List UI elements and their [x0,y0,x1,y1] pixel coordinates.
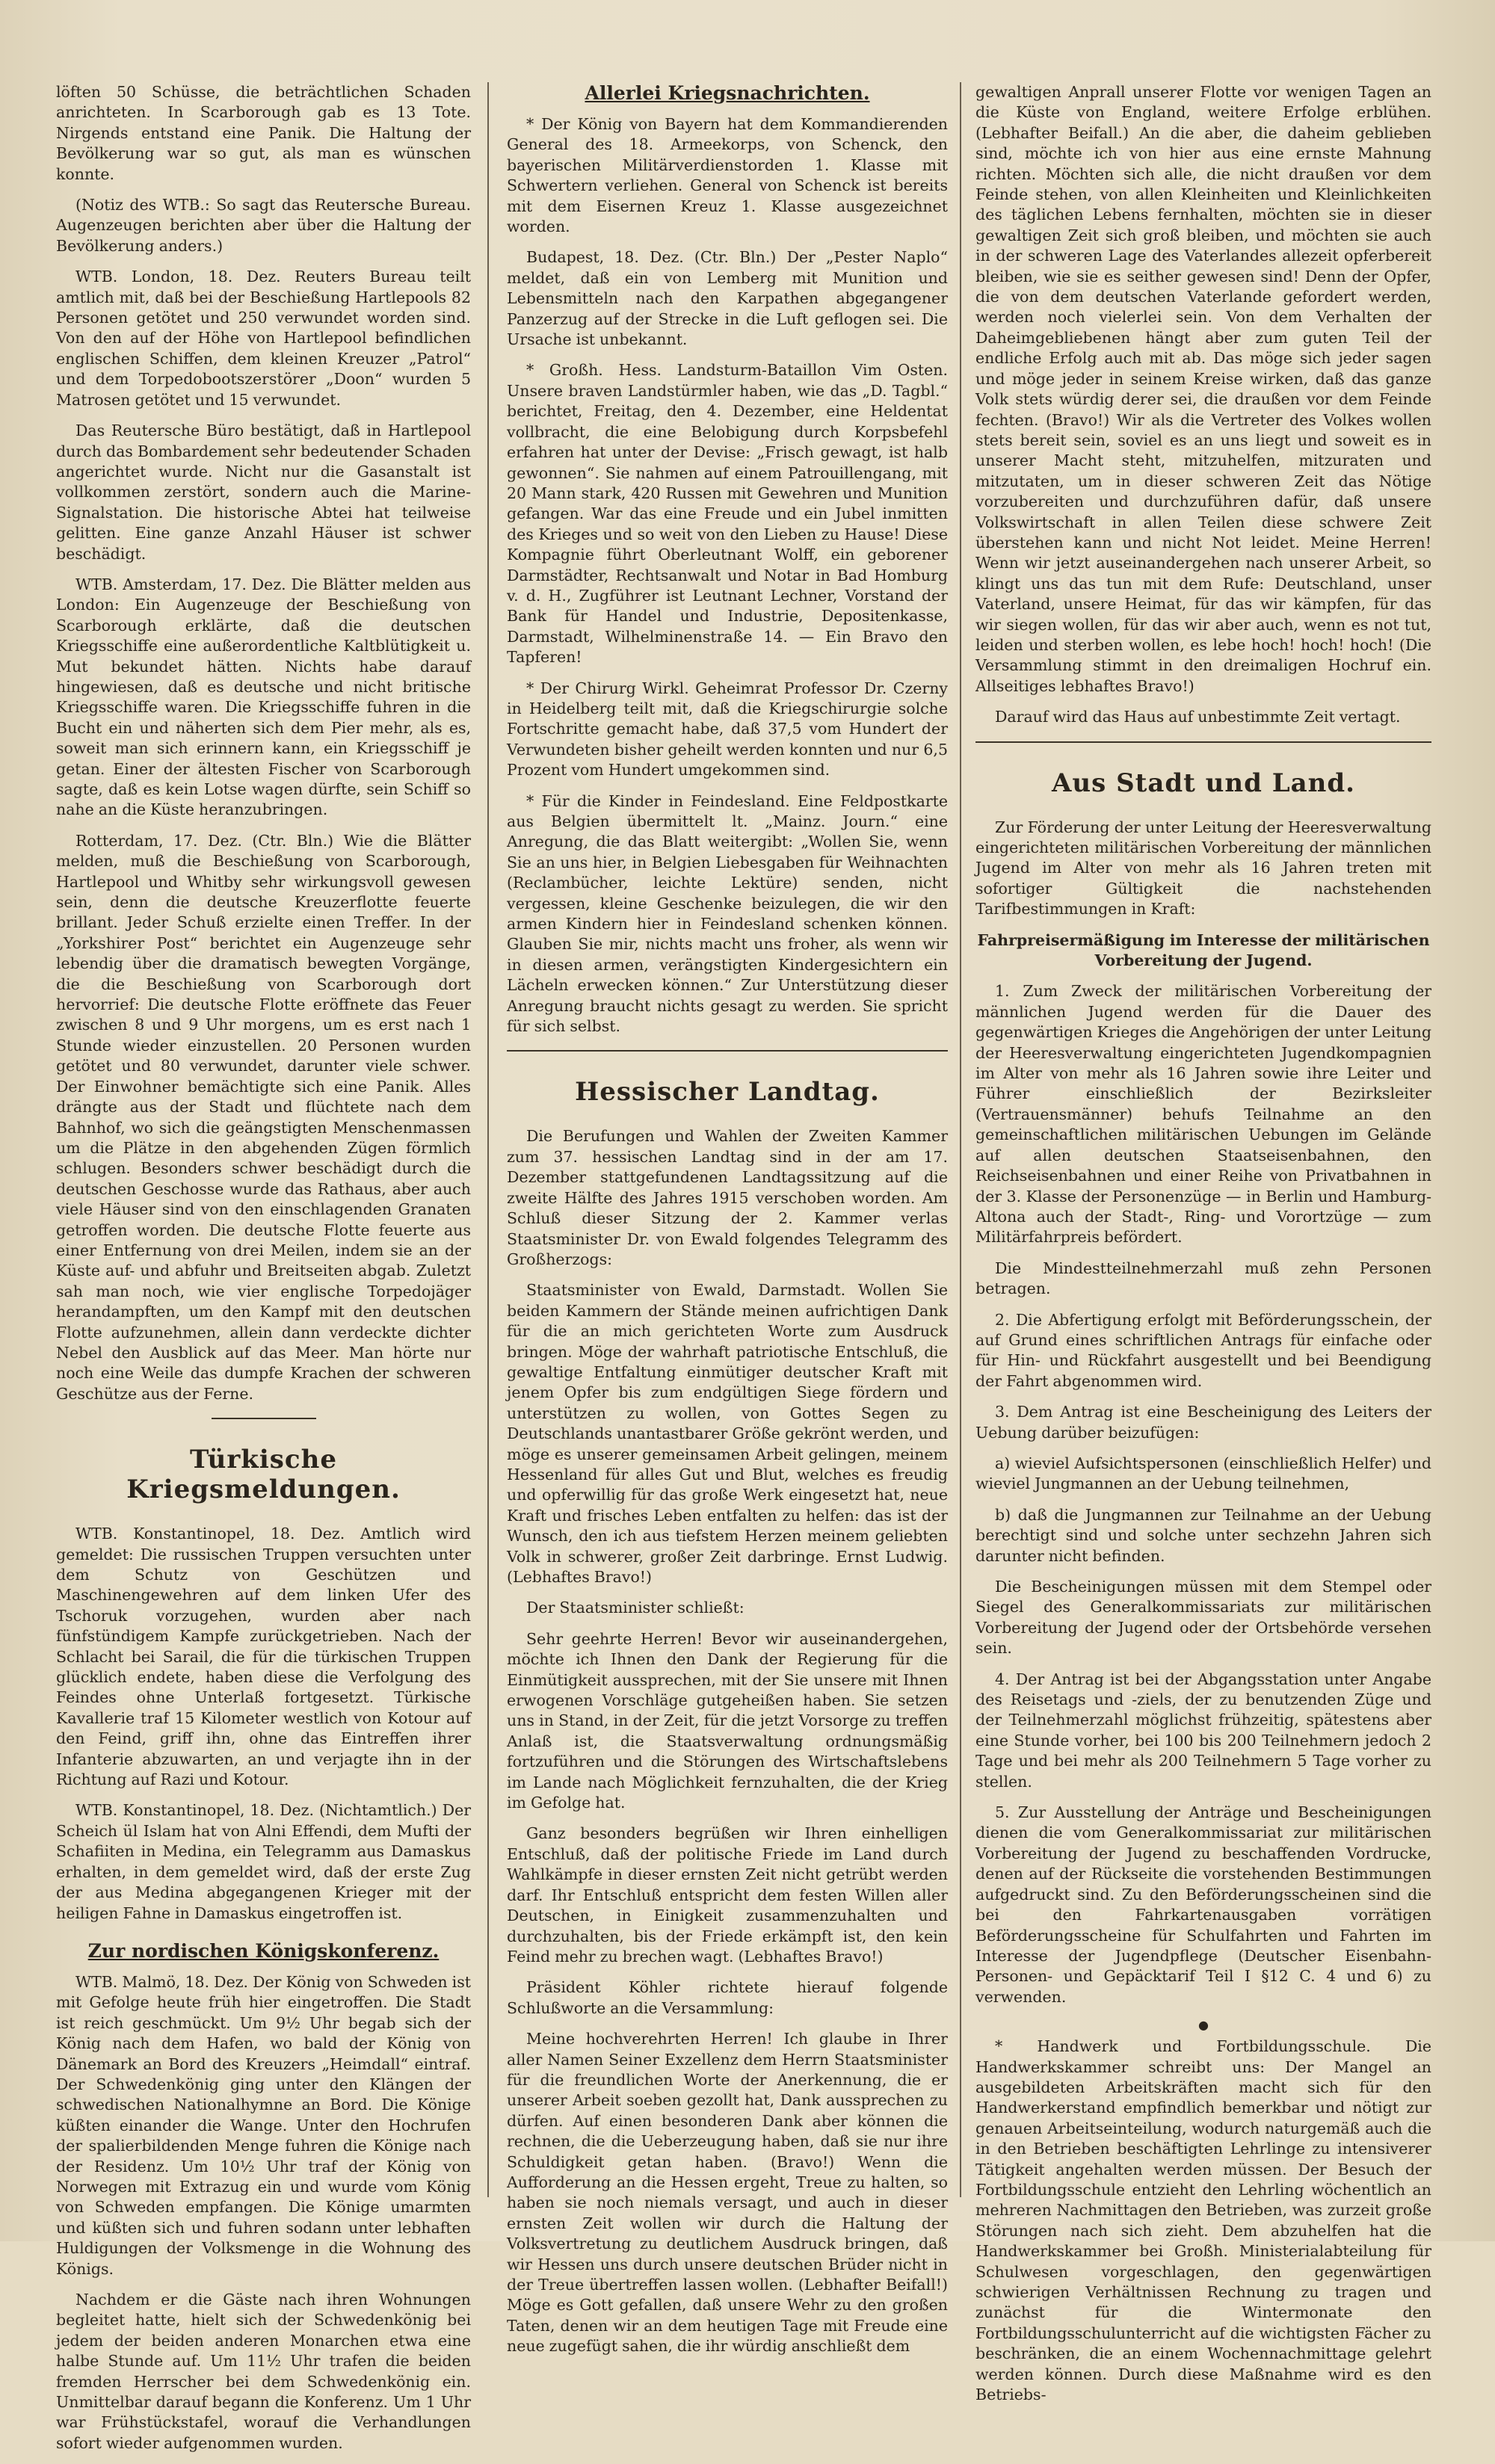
article-subheading: Fahrpreisermäßigung im Interesse der militärischen Vorbereitung der Jugend. [977,930,1430,970]
article-paragraph: * Großh. Hess. Landsturm-Bataillon Vim Osten. Unsere braven Landstürmler haben, wie das „D. Tagbl.“ berichtet, Freitag, den 4. Dezember, eine Heldentat vollbracht, die eine Belobigung durch Korpsbefehl erfahren hat unter der Devise: „Frisch gewagt, ist halb gewonnen“. Sie nahmen auf einem Patrouillengang, mit 20 Mann stark, 420 Russen mit Gewehren und Munition gefangen. War das eine Freude und ein Jubel inmitten des Krieges und so weit von den Lieben zu Hause! Diese Kompagnie führt Oberleutnant Wolff, ein geborener Darmstädter, Rechtsanwalt und Notar in Bad Homburg v. d. H., Zugführer ist Leutnant Lechner, Vorstand der Bank für Handel und Industrie, Depositenkasse, Darmstadt, Wilhelminenstraße 14. — Ein Bravo den Tapferen! [507,361,948,667]
article-paragraph: Meine hochverehrten Herren! Ich glaube in Ihrer aller Namen Seiner Exzellenz dem Herrn Staatsminister für die freundlichen Worte der Anerkennung, die er unserer Arbeit soeben gezollt hat, Dank aussprechen zu dürfen. Auf einen besonderen Dank aber können die rechnen, die die Ueberzeugung haben, daß sie nur ihre Schuldigkeit getan haben. (Bravo!) Wenn die Aufforderung an die Hessen ergeht, Treue zu halten, so haben sie noch niemals versagt, und auch in dieser ernsten Zeit wollen wir durch die Haltung der Volksvertretung zu deutlichem Ausdruck bringen, daß wir Hessen uns durch unsere deutschen Brüder nicht in der Treue übertreffen lassen wollen. (Lebhafter Beifall!) Möge es Gott gefallen, daß unsere Wehr zu den großen Taten, denen wir an dem heutigen Tage mit Freude eine neue zugefügt sahen, die ihr würdig anschließt dem [507,2030,948,2356]
column-divider [487,82,489,2197]
headline-aus-stadt-und-land: Aus Stadt und Land. [1052,768,1355,798]
article-paragraph: Die Bescheinigungen müssen mit dem Stempel oder Siegel des Generalkommissariats zur militärischen Vorbereitung der Jugend oder der Ortsbehörde versehen sein. [975,1578,1431,1658]
article-paragraph: a) wieviel Aufsichtspersonen (einschließlich Helfer) und wieviel Jungmannen an der Uebung teilnehmen, [975,1454,1431,1493]
article-paragraph: * Für die Kinder in Feindesland. Eine Feldpostkarte aus Belgien übermittelt lt. „Mainz. Journ.“ eine Anregung, die das Blatt weitergibt: „Wollen Sie, wenn Sie an uns hier, in Belgien Liebesgaben für Weihnachten (Reclambücher, leichte Lektüre) senden, nicht vergessen, kleine Geschenke beizulegen, die wir den armen Kindern hier in Feindesland schenken können. Glauben Sie mir, nichts macht uns froher, als wenn wir in diesen armen, verängstigten Kindergesichtern ein Lächeln erwecken können.“ Zur Unterstützung dieser Anregung braucht nichts gesagt zu werden. Sie spricht für sich selbst. [507,791,948,1036]
article-paragraph: Darauf wird das Haus auf unbestimmte Zeit vertagt. [995,708,1401,726]
article-paragraph: Budapest, 18. Dez. (Ctr. Bln.) Der „Pester Naplo“ meldet, daß ein von Lemberg mit Munition und Lebensmitteln nach den Karpathen abgegangener Panzerzug auf der Strecke in die Luft geflogen sei. Die Ursache ist unbekannt. [507,248,948,349]
headline-hessischer-landtag: Hessischer Landtag. [575,1077,880,1108]
article-paragraph: Die Mindestteilnehmerzahl muß zehn Personen betragen. [975,1259,1431,1298]
column-divider [960,82,961,2197]
article-paragraph: 4. Der Antrag ist bei der Abgangsstation unter Angabe des Reisetags und -ziels, der zu benutzenden Züge und der Teilnehmerzahl möglichst frühzeitig, spätestens aber eine Stunde vorher, bei 100 bis 200 Teilnehmern jedoch 2 Tage und bei mehr als 200 Teilnehmern 5 Tage vorher zu stellen. [975,1670,1431,1791]
headline-nordische-koenigskonferenz: Zur nordischen Königskonferenz. [87,1939,440,1962]
article-paragraph: WTB. London, 18. Dez. Reuters Bureau teilt amtlich mit, daß bei der Beschießung Hartlepools 82 Personen getötet und 250 verwundet worden sind. Von den auf der Höhe von Hartlepool befindlichen englischen Schiffen, dem kleinen Kreuzer „Patrol“ und dem Torpedobootszerstörer „Doon“ wurden 5 Matrosen getötet und 15 verwundet. [56,268,471,409]
article-paragraph: (Notiz des WTB.: So sagt das Reutersche Bureau. Augenzeugen berichten aber über die Haltung der Bevölkerung anders.) [56,196,471,255]
column-3 [975,82,1431,2415]
article-paragraph: Staatsminister von Ewald, Darmstadt. Wollen Sie beiden Kammern der Stände meinen aufrichtigen Dank für die an mich gerichteten Worte zum Ausdruck bringen. Möge der wahrhaft patriotische Entschluß, die gewaltige Entfaltung einmütiger deutscher Kraft mit jenem Opfer bis zum endgültigen Siege fördern und unterstützen zu wollen, von Gottes Segen zu Deutschlands unantastbarer Größe gekrönt werden, und möge es unserer gemeinsamen Arbeit gelingen, meinem Hessenland für alles Gut und Blut, welches es freudig und opferwillig für das große Werk eingesetzt hat, neue Kraft und frisches Leben entfalten zu helfen: das ist der Wunsch, den ich aus tiefstem Herzen meinem geliebten Volk in schwerer, großer Zeit darbringe. Ernst Ludwig. (Lebhaftes Bravo!) [507,1281,948,1586]
section-rule [975,741,1431,743]
article-paragraph: WTB. Konstantinopel, 18. Dez. (Nichtamtlich.) Der Scheich ül Islam hat von Alni Effendi, dem Mufti der Schafiiten in Medina, ein Telegramm aus Damaskus erhalten, in dem gemeldet wird, daß der erste Zug der aus Medina abgegangenen Krieger mit der heiligen Fahne in Damaskus eingetroffen ist. [56,1801,471,1922]
article-paragraph: 1. Zum Zweck der militärischen Vorbereitung der männlichen Jugend werden für die Dauer des gegenwärtigen Krieges die Angehörigen der unter Leitung der Heeresverwaltung eingerichteten Jugendkompagnien im Alter von mehr als 16 Jahren sowie ihre Leiter und Führer einschließlich der Bezirksleiter (Vertrauensmänner) behufs Teilnahme an den gemeinschaftlichen militärischen Uebungen im Gelände auf allen deutschen Staatseisenbahnen, den Reichseisenbahnen und einer Reihe von Privatbahnen in der 3. Klasse der Personenzüge — in Berlin und Hamburg-Altona auch der Stadt-, Ring- und Vorortzüge — zum Militärfahrpreis befördert. [975,982,1431,1247]
article-paragraph: Sehr geehrte Herren! Bevor wir auseinandergehen, möchte ich Ihnen den Dank der Regierung für die Einmütigkeit aussprechen, mit der Sie unsere mit Ihnen erwogenen Vorschläge gutgeheißen haben. Sie setzen uns in Stand, in der Zeit, für die jetzt Vorsorge zu treffen Anlaß ist, die Staatsverwaltung ordnungsmäßig fortzuführen und die Störungen des Wirtschaftslebens im Lande nach Möglichkeit fernzuhalten, die der Krieg im Gefolge hat. [507,1629,948,1812]
headline-allerlei-kriegsnachrichten: Allerlei Kriegsnachrichten. [585,82,870,104]
article-paragraph: Rotterdam, 17. Dez. (Ctr. Bln.) Wie die Blätter melden, muß die Beschießung von Scarborough, Hartlepool und Whitby sehr wirkungsvoll gewesen sein, denn die deutsche Kreuzerflotte feuerte brillant. Jeder Schuß erzielte einen Treffer. In der „Yorkshirer Post“ berichtet ein Augenzeuge sehr lebendig über die dramatisch bewegten Vorgänge, die die Beschießung von Scarborough dort hervorrief: Die deutsche Flotte eröffnete das Feuer zwischen 8 und 9 Uhr morgens, um es erst nach 1 Stunde wieder einzustellen. 20 Personen wurden getötet und 80 verwundet, darunter viele schwer. Der Einwohner bemächtigte sich eine Panik. Alles drängte aus der Stadt und flüchtete nach dem Bahnhof, wo sich die geängstigten Menschenmassen um die Plätze in den abgehenden Zügen förmlich schlugen. Besonders schwer beschädigt durch die deutschen Geschosse wurde das Rathaus, aber auch viele Häuser sind von den einschlagenden Granaten getroffen worden. Die deutsche Flotte feuerte aus einer Entfernung von drei Meilen, indem sie an der Küste auf- und abfuhr und Breitseiten abgab. Zuletzt sah man noch, wie vier englische Torpedojäger herandampften, um den Kampf mit den deutschen Flotte aufzunehmen, allein dann verdeckte dichter Nebel den Ausblick auf das Meer. Man hörte nur noch eine Weile das dumpfe Krachen der schweren Geschütze aus der Ferne. [56,831,471,1403]
article-paragraph: gewaltigen Anprall unserer Flotte vor wenigen Tagen an die Küste von England, weitere Erfolge erblühen. (Lebhafter Beifall.) An die aber, die daheim geblieben sind, möchte ich von hier aus eine ernste Mahnung richten. Möchten sich alle, die nicht draußen vor dem Feinde stehen, von allen Kleinheiten und Kleinlichkeiten des täglichen Lebens fernhalten, möchten sie in dieser gewaltigen Zeit sich groß bleiben, und möchten sie auch in der schweren Lage des Vaterlandes allezeit opferbereit bleiben, wie sie es seither gewesen sind! Denn der Opfer, die von dem deutschen Vaterlande gefordert werden, werden noch vielerlei sein. Von dem Verhalten der Daheimgebliebenen hängt aber zum guten Teil der endliche Erfolg auch mit ab. Das möge sich jeder sagen und möge jeder in seinem Kreise wirken, daß das ganze Volk stets würdig derer sei, die draußen vor dem Feinde fechten. (Bravo!) Wir als die Vertreter des Volkes wollen stets bereit sein, soviel es an uns liegt und soweit es in unserer Macht steht, mitzuhelfen, mitzuraten und mitzutaten, um in dieser schweren Zeit das Nötige vorzubereiten und durchzuführen dafür, daß unsere Volkswirtschaft in allen Teilen diese schwere Zeit überstehen kann und nicht Not leidet. Meine Herren! Wenn wir jetzt auseinandergehen nach unserer Arbeit, so klingt uns das tun mit dem Rufe: Deutschland, unser Vaterland, unsere Heimat, für das wir kämpfen, für das wir siegen wollen, für das wir aber auch, wenn es not tut, leiden und sterben wollen, es lebe hoch! hoch! hoch! (Die Versammlung stimmt in den dreimaligen Hochruf ein. Allseitiges lebhaftes Bravo!) [975,83,1431,695]
section-rule [212,1418,316,1419]
article-paragraph: 2. Die Abfertigung erfolgt mit Beförderungsschein, der auf Grund eines schriftlichen Antrags für einfache oder für Hin- und Rückfahrt ausgestellt und bei Beendigung der Fahrt abgenommen wird. [975,1310,1431,1390]
article-paragraph: * Der König von Bayern hat dem Kommandierenden General des 18. Armeekorps, von Schenck, den bayerischen Militärverdienstorden 1. Klasse mit Schwertern verliehen. General von Schenck ist bereits mit dem Eisernen Kreuz 1. Klasse ausgezeichnet worden. [507,115,948,236]
article-paragraph: Das Reutersche Büro bestätigt, daß in Hartlepool durch das Bombardement sehr bedeutender Schaden angerichtet wurde. Nicht nur die Gasanstalt ist vollkommen zerstört, sondern auch die Marine-Signalstation. Die historische Abtei hat teilweise gelitten. Eine ganze Anzahl Häuser ist schwer beschädigt. [56,422,471,563]
article-paragraph: 3. Dem Antrag ist eine Bescheinigung des Leiters der Uebung darüber beizufügen: [975,1403,1431,1442]
article-paragraph: Präsident Köhler richtete hierauf folgende Schlußworte an die Versammlung: [507,1978,948,2017]
section-rule [507,1050,948,1052]
article-paragraph: Nachdem er die Gäste nach ihren Wohnungen begleitet hatte, hielt sich der Schwedenkönig bei jedem der beiden anderen Monarchen etwa eine halbe Stunde auf. Um 11½ Uhr trafen die beiden fremden Herrscher bei dem Schwedenkönig ein. Unmittelbar darauf begann die Konferenz. Um 1 Uhr war Frühstückstafel, worauf die Verhandlungen sofort wieder aufgenommen wurden. [56,2291,471,2452]
article-paragraph: WTB. Malmö, 18. Dez. Der König von Schweden ist mit Gefolge heute früh hier eingetroffen. Die Stadt ist reich geschmückt. Um 9½ Uhr begab sich der König nach dem Hafen, wo bald der König von Dänemark an Bord des Kreuzers „Heimdall“ eintraf. Der Schwedenkönig ging unter den Klängen der schwedischen Nationalhymne an Bord. Die Könige küßten einander die Wange. Unter den Hochrufen der spalierbildenden Menge fuhren die Könige nach der Residenz. Um 10½ Uhr traf der König von Norwegen mit Extrazug ein und wurde vom König von Schweden empfangen. Die Könige umarmten und küßten sich und fuhren sodann unter lebhaften Huldigungen der Volksmenge in die Wohnung des Königs. [56,1972,471,2278]
article-paragraph: WTB. Amsterdam, 17. Dez. Die Blätter melden aus London: Ein Augenzeuge der Beschießung von Scarborough erklärte, daß die deutschen Kriegsschiffe eine außerordentliche Kaltblütigkeit u. Mut bekundet hätten. Nichts habe darauf hingewiesen, daß es deutsche und nicht britische Kriegsschiffe waren. Die Kriegsschiffe fuhren in die Bucht ein und näherten sich dem Pier mehr, als es, soweit man sich erinnern kann, ein Kriegsschiff je getan. Einer der ältesten Fischer von Scarborough sagte, daß es kein Lotse wagen dürfte, sein Schiff so nahe an die Küste heranzubringen. [56,575,471,819]
article-paragraph: b) daß die Jungmannen zur Teilnahme an der Uebung berechtigt sind und solche unter sechzehn Jahren sich darunter nicht befinden. [975,1505,1431,1565]
article-paragraph: Die Berufungen und Wahlen der Zweiten Kammer zum 37. hessischen Landtag sind in der am 17. Dezember stattgefundenen Landtagssitzung auf die zweite Hälfte des Jahres 1915 verschoben worden. Am Schluß dieser Sitzung der 2. Kammer verlas Staatsminister Dr. von Ewald folgendes Telegramm des Großherzogs: [507,1127,948,1268]
section-dot: ● [1198,2018,1209,2033]
article-paragraph: Der Staatsminister schließt: [526,1599,745,1617]
article-paragraph: 5. Zur Ausstellung der Anträge und Bescheinigungen dienen die vom Generalkommissariat zur militärischen Vorbereitung der Jugend zu beschaffenden Vordrucke, denen auf der Rückseite die vorstehenden Bestimmungen aufgedruckt sind. Zu den Beförderungsscheinen sind die bei den Fahrkartenausgaben vorrätigen Beförderungsscheine für Schulfahrten und Fahrten im Interesse der Jugendpflege (Deutscher Eisenbahn-Personen- und Gepäcktarif Teil I §12 C. 4 und 6) zu verwenden. [975,1803,1431,2006]
article-paragraph: Ganz besonders begrüßen wir Ihren einhelligen Entschluß, daß der politische Friede im Land durch Wahlkämpfe in dieser ernsten Zeit nicht getrübt werden darf. Ihr Entschluß entspricht dem festen Willen aller Deutschen, in Einigkeit zusammenzuhalten und durchzuhalten, bis der Friede erkämpft ist, den kein Feind mehr zu brechen wagt. (Lebhaftes Bravo!) [507,1824,948,1966]
article-paragraph: löften 50 Schüsse, die beträchtlichen Schaden anrichteten. In Scarborough gab es 13 Tote. Nirgends entstand eine Panik. Die Haltung der Bevölkerung war so gut, als man es wünschen konnte. [56,83,471,183]
article-paragraph: * Der Chirurg Wirkl. Geheimrat Professor Dr. Czerny in Heidelberg teilt mit, daß die Kriegschirurgie solche Fortschritte gemacht habe, daß 37,5 vom Hundert der Verwundeten bisher geheilt werden konnten und nur 6,5 Prozent vom Hundert umgekommen sind. [507,679,948,779]
article-paragraph: * Handwerk und Fortbildungsschule. Die Handwerkskammer schreibt uns: Der Mangel an ausgebildeten Arbeitskräften macht sich für den Handwerkerstand empfindlich bemerkbar und nötigt zur genauen Arbeitseinteilung, wodurch naturgemäß auch die in den Betrieben beschäftigten Lehrlinge zu intensiverer Tätigkeit angehalten werden müssen. Der Besuch der Fortbildungsschule entzieht den Lehrling wöchentlich an mehreren Nachmittagen den Betrieben, was zurzeit große Störungen nach sich zieht. Dem abzuhelfen hat die Handwerkskammer bei Großh. Ministerialabteilung für Schulwesen vorgeschlagen, den gegenwärtigen schwierigen Verhältnissen Rechnung zu tragen und zunächst für die Wintermonate den Fortbildungsschulunterricht auf die wichtigsten Fächer zu beschränken, die an einem Wochennachmittage gelehrt werden können. Durch diese Maßnahme wird es den Betriebs- [975,2037,1431,2404]
article-paragraph: Zur Förderung der unter Leitung der Heeresverwaltung eingerichteten militärischen Vorbereitung der männlichen Jugend im Alter von mehr als 16 Jahren treten mit sofortiger Gültigkeit die nachstehenden Tarifbestimmungen in Kraft: [975,818,1431,918]
column-1 [56,82,471,2464]
column-2 [507,82,948,2368]
article-paragraph: WTB. Konstantinopel, 18. Dez. Amtlich wird gemeldet: Die russischen Truppen versuchten unter dem Schutz von Geschützen und Maschinengewehren auf dem linken Ufer des Tschoruk vorzugehen, wurden aber nach fünfstündigem Kampfe zurückgetrieben. Nach der Schlacht bei Sarail, die für die türkischen Truppen glücklich endete, haben diese die Verfolgung des Feindes ohne Unterlaß fortgesetzt. Türkische Kavallerie traf 15 Kilometer westlich von Kotour auf den Feind, griff ihn, ohne das Eintreffen ihrer Infanterie abzuwarten, an und verjagte ihn in der Richtung auf Razi und Kotour. [56,1525,471,1789]
headline-tuerkische-kriegsmeldungen: Türkische Kriegsmeldungen. [126,1445,401,1505]
